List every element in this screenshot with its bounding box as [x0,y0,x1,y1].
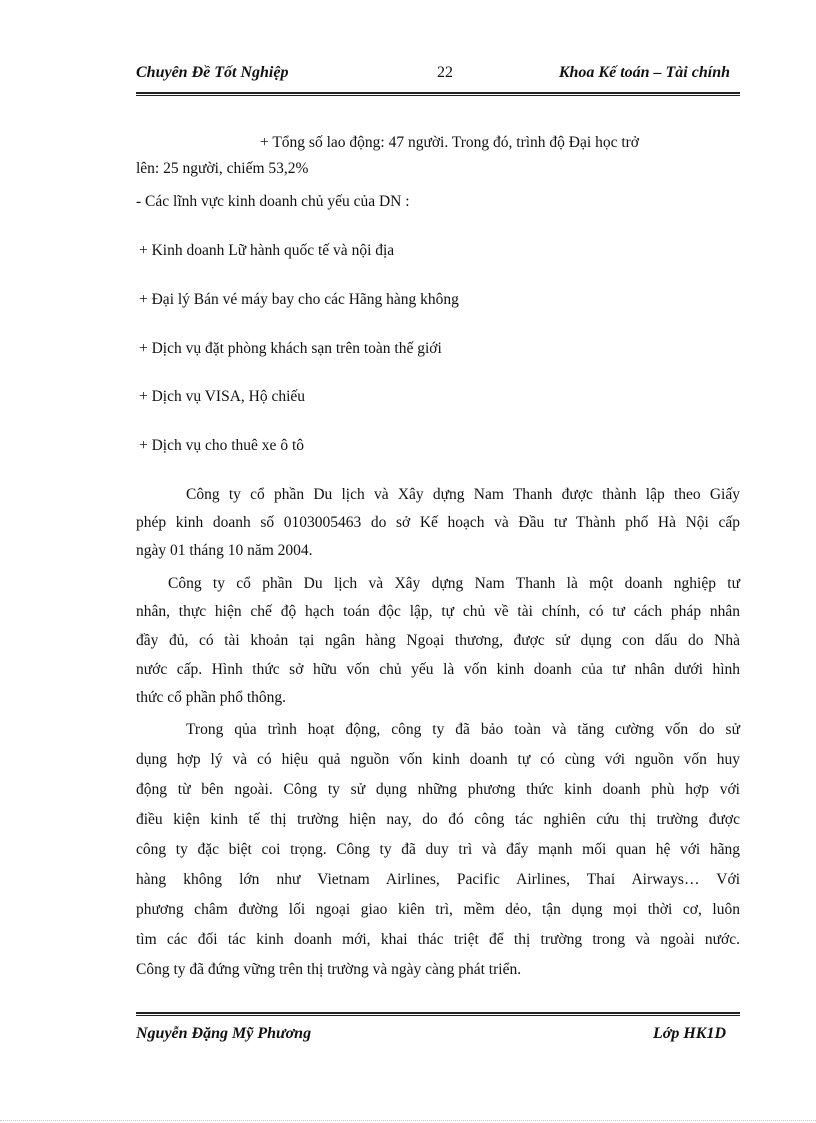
page-header [136,62,740,88]
paragraph-1-line: Công ty cổ phần Du lịch và Xây dựng Nam Thanh được thành lập theo Giấy [186,486,740,503]
labor-line-1: + Tổng số lao động: 47 người. Trong đó, trình độ Đại học trở [260,134,639,151]
paragraph-3-line: Công ty đã đứng vững trên thị trường và ngày càng phát triển. [136,961,522,978]
paragraph-3-line: tìm các đối tác kinh doanh mới, khai thác triệt để thị trường trong và ngoài nước. [136,931,740,948]
paragraph-3-line: Trong qủa trình hoạt động, công ty đã bảo toàn và tăng cường vốn do sử [186,721,740,738]
paragraph-3-line: điều kiện kinh tế thị trường hiện nay, do đó công tác nghiên cứu thị trường được [136,811,740,828]
paragraph-3-line: phương châm đường lối ngoại giao kiên trì, mềm dẻo, tận dụng mọi thời cơ, luôn [136,901,740,918]
paragraph-1-line: phép kinh doanh số 0103005463 do sở Kế hoạch và Đầu tư Thành phố Hà Nội cấp [136,514,740,531]
paragraph-3-line: hàng không lớn như Vietnam Airlines, Pacific Airlines, Thai Airways… Với [136,871,740,888]
business-item: + Đại lý Bán vé máy bay cho các Hãng hàng không [139,291,459,308]
paragraph-2-line: Công ty cổ phần Du lịch và Xây dựng Nam Thanh là một doanh nghiệp tư [168,575,740,592]
paragraph-2-line: nhân, thực hiện chế độ hạch toán độc lập, tự chủ về tài chính, có tư cách pháp nhân [136,603,740,620]
paragraph-1-line: ngày 01 tháng 10 năm 2004. [136,542,313,559]
business-item: + Dịch vụ cho thuê xe ô tô [139,437,304,454]
paragraph-3-line: động từ bên ngoài. Công ty sử dụng những phương thức kinh doanh phù hợp với [136,781,740,798]
paragraph-3-line: dụng hợp lý và có hiệu quả nguồn vốn kinh doanh tự có cùng với nguồn vốn huy [136,751,740,768]
footer-class: Lớp HK1D [652,1025,726,1042]
footer-divider [136,1012,740,1016]
header-document-title: Chuyên Đề Tốt Nghiệp [136,64,289,81]
business-item: + Dịch vụ VISA, Hộ chiếu [139,388,306,405]
header-faculty: Khoa Kế toán – Tài chính [558,64,730,81]
footer-author: Nguyễn Đặng Mỹ Phương [136,1025,312,1042]
business-item: + Dịch vụ đặt phòng khách sạn trên toàn thế giới [139,340,442,357]
paragraph-2-line: nước cấp. Hình thức sở hữu vốn chủ yếu là vốn kinh doanh của tư nhân dưới hình [136,661,740,678]
header-divider [136,92,740,96]
paragraph-3-line: công ty đặc biệt coi trọng. Công ty đã duy trì và đẩy mạnh mối quan hệ với hãng [136,841,740,858]
page-footer [136,1025,740,1049]
page-bottom-edge [0,1120,816,1121]
paragraph-2-line: thức cổ phần phổ thông. [136,689,287,706]
labor-line-2: lên: 25 người, chiếm 53,2% [136,160,309,177]
header-page-number: 22 [437,64,453,81]
paragraph-2-line: đầy đủ, có tài khoản tại ngân hàng Ngoại thương, được sử dụng con dấu do Nhà [136,632,740,649]
business-intro: - Các lĩnh vực kinh doanh chủ yếu của DN : [136,193,410,210]
business-item: + Kinh doanh Lữ hành quốc tế và nội địa [139,242,395,259]
